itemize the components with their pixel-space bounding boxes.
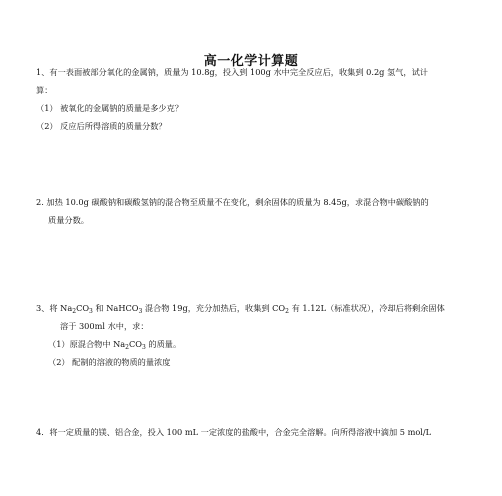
q2-line-1: 2. 加热 10.0g 碳酸钠和碳酸氢钠的混合物至质量不在变化，剩余固体的质量为 8.45g，求混合物中碳酸钠的	[36, 197, 429, 207]
q3-subscript: 3	[141, 344, 146, 351]
q3-subscript: 2	[125, 344, 129, 351]
q3-subscript: 3	[89, 308, 93, 315]
q3-sub1-text: 的质量。	[145, 339, 182, 349]
q4-line-1: 4．将一定质量的镁、铝合金，投入 100 mL 一定浓度的盐酸中，合金完全溶解。向所得溶液中滴加 5 mol/L	[36, 427, 432, 437]
q3-subscript: 3	[138, 308, 143, 315]
q3-subscript: 2	[285, 308, 289, 315]
q1-subquestion-1: （1） 被氧化的金属钠的质量是多少克？	[36, 103, 183, 113]
q3-subscript: 2	[72, 308, 77, 315]
q3-subquestion-1	[48, 338, 181, 352]
q3-text: 混合物 19g，充分加热后，收集到 CO	[142, 303, 286, 313]
q1-line-1: 1、有一表面被部分氧化的金属钠，质量为 10.8g，投入到 100g 水中完全反应后，收集到 0.2g 氢气，试计	[36, 67, 428, 77]
q3-sub1-text: CO	[129, 339, 142, 349]
page-title: 高一化学计算题	[203, 54, 299, 69]
q2-line-2: 质量分数。	[48, 215, 89, 225]
q3-text: 有 1.12L（标准状况），冷却后将剩余固体	[288, 303, 445, 313]
q3-line-2: 溶于 300ml 水中，求：	[60, 321, 149, 331]
q3-sub1-text: （1）原混合物中 Na	[48, 339, 126, 349]
q3-text: CO	[76, 303, 90, 313]
q1-line-2: 算：	[36, 85, 53, 95]
q3-subquestion-2: （2） 配制的溶液的物质的量浓度	[48, 357, 171, 367]
q3-text: 3、将 Na	[36, 303, 73, 313]
q3-text: 和 NaHCO	[92, 303, 139, 313]
q3-line-1	[36, 302, 445, 316]
q1-subquestion-2: （2） 反应后所得溶质的质量分数？	[36, 121, 167, 131]
